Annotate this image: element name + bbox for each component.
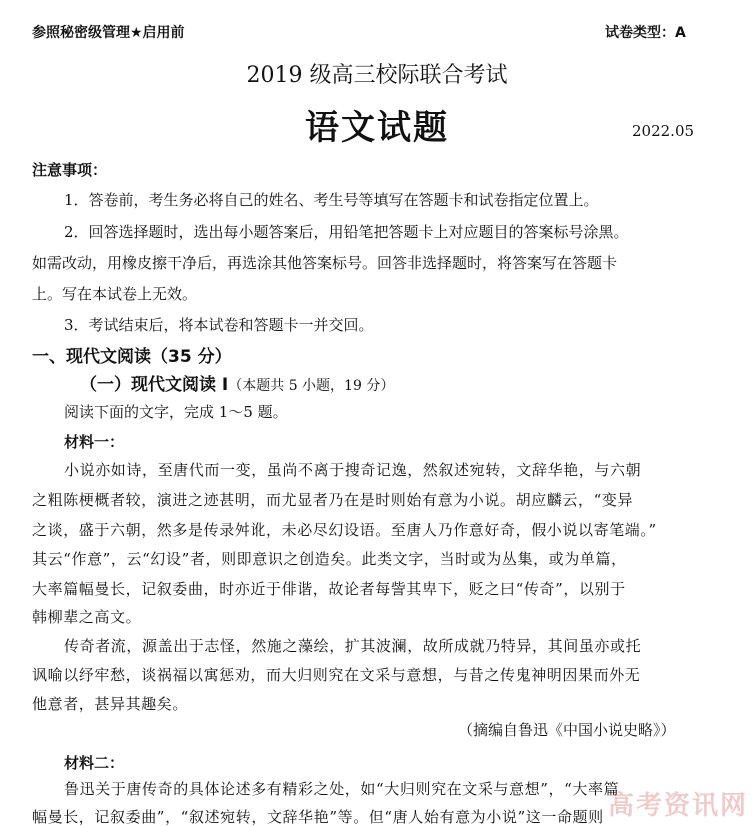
material-line: 之粗陈梗概者较，演进之迹甚明，而尤显者乃在是时则始有意为小说。胡应麟云，“变异 [32,491,634,509]
exam-title: 2019 级高三校际联合考试 [246,63,508,88]
material-line: 幅曼长，记叙委曲”，“叙述宛转，文辞华艳”等。但“唐人始有意为小说”这一命题则 [32,808,604,826]
paper-type-label: 试卷类型：A [605,25,686,41]
subsection-title: （一）现代文阅读 I [80,375,229,395]
notice-item: 2．回答选择题时，选出每小题答案后，用铅笔把答题卡上对应题目的答案标号涂黑。 [64,223,629,241]
material-line: 小说亦如诗，至唐代而一变，虽尚不离于搜奇记逸，然叙述宛转，文辞华艳，与六朝 [64,461,642,479]
material-heading: 材料一： [64,433,125,451]
notice-item: 如需改动，用橡皮擦干净后，再选涂其他答案标号。回答非选择题时，将答案写在答题卡 [32,254,618,272]
section-heading: 一、现代文阅读（35 分） [32,347,232,367]
notice-item: 1．答卷前，考生务必将自己的姓名、考生号等填写在答题卡和试卷指定位置上。 [64,191,599,209]
watermark: 高考资讯网 [607,791,748,821]
notice-item: 3．考试结束后，将本试卷和答题卡一并交回。 [64,316,374,334]
material-heading: 材料二： [64,754,125,772]
page-title: 语文试题 [305,108,449,148]
material-line: 其云“作意”，云“幻设”者，则即意识之创造矣。此类文字，当时或为丛集，或为单篇， [32,550,627,568]
material-line: 讽喻以纾牢愁，谈祸福以寓惩劝，而大归则究在文采与意想，与昔之传鬼神明因果而外无 [32,666,641,684]
material-line: 之谈，盛于六朝，然多是传录舛讹，未必尽幻设语。至唐人乃作意好奇，假小说以寄笔端。” [32,521,657,539]
notice-heading: 注意事项： [32,161,108,179]
notice-item: 上。写在本试卷上无效。 [32,285,198,303]
material-line: 传奇者流，源盖出于志怪，然施之藻绘，扩其波澜，故所成就乃特异，其间虽亦或托 [64,637,642,655]
material-line: 鲁迅关于唐传奇的具体论述多有精彩之处，如“大归则究在文采与意想”，“大率篇 [64,780,620,798]
material-line: 大率篇幅曼长，记叙委曲，时亦近于俳谐，故论者每訾其卑下，贬之曰“传奇”，以别于 [32,580,626,598]
exam-date: 2022.05 [632,122,695,140]
confidential-label: 参照秘密级管理★启用前 [32,25,185,41]
material-source: （摘编自鲁迅《中国小说史略》） [458,721,676,739]
reading-instruction: 阅读下面的文字，完成 1～5 题。 [64,403,288,421]
subsection-heading [80,370,394,395]
material-line: 韩柳辈之高文。 [32,608,142,626]
material-line: 他意者，甚异其趣矣。 [32,695,189,713]
subsection-note: （本题共 5 小题，19 分） [228,378,395,394]
